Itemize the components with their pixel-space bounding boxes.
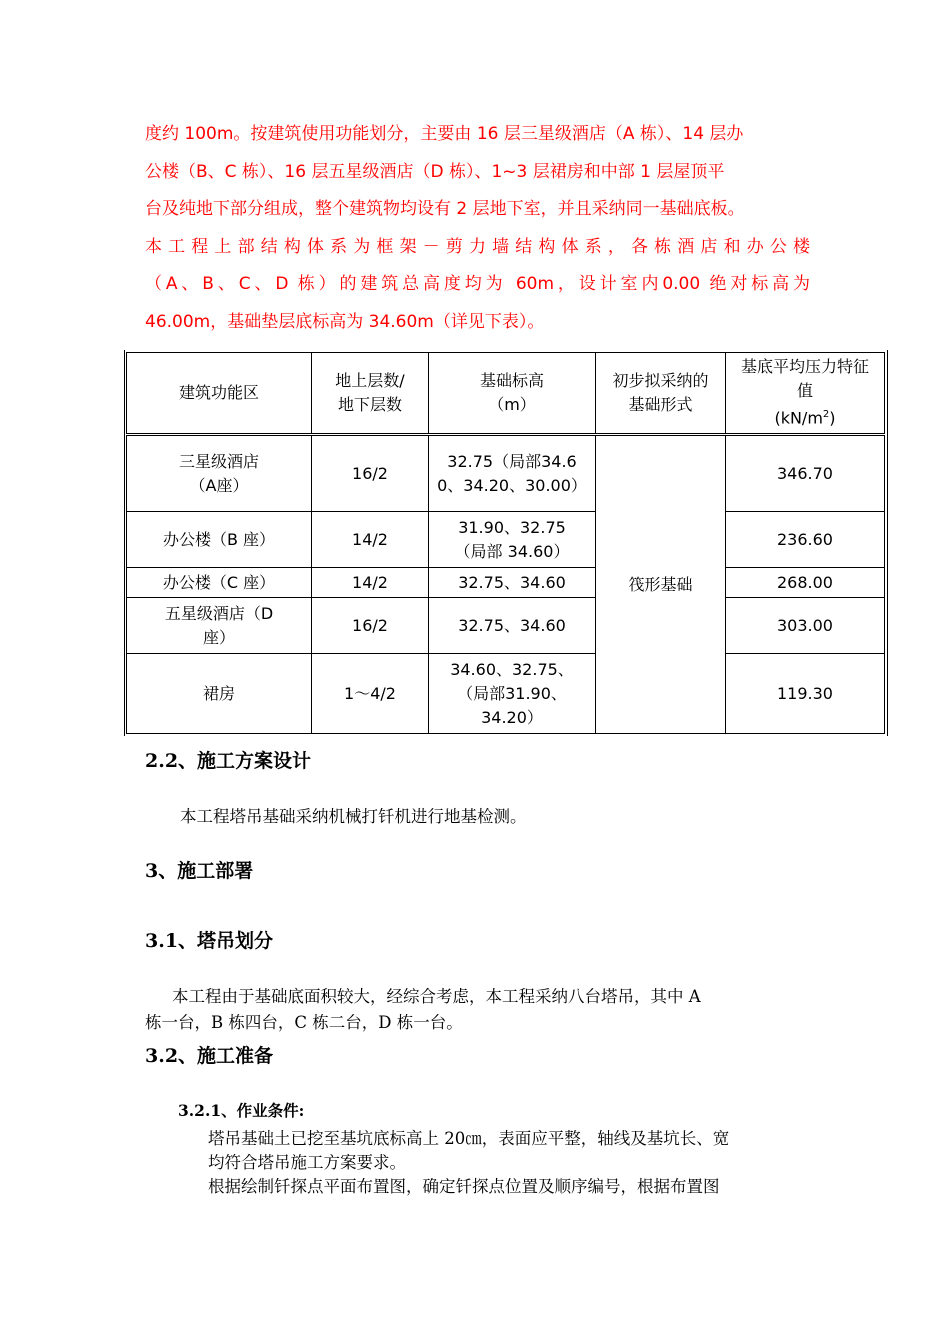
cell-elevation: 34.60、32.75、（局部31.90、34.20） xyxy=(429,654,596,734)
intro-line-1: 度约 100m。按建筑使用功能划分，主要由 16 层三星级酒店（A 栋）、14 层办 xyxy=(145,124,744,144)
cell-zone: 办公楼（B 座） xyxy=(127,512,312,568)
foundation-table xyxy=(126,352,885,734)
cell-floors: 1～4/2 xyxy=(312,654,429,734)
cell-floors: 16/2 xyxy=(312,598,429,654)
cell-elevation: 32.75、34.60 xyxy=(429,598,596,654)
intro-line-6: 46.00m，基础垫层底标高为 34.60m（详见下表）。 xyxy=(145,311,545,332)
cell-pressure: 346.70 xyxy=(726,435,885,512)
cell-elevation: 32.75、34.60 xyxy=(429,568,596,598)
header-floors: 地上层数/地下层数 xyxy=(312,353,429,435)
table-row xyxy=(127,435,885,512)
header-elevation: 基础标高（m） xyxy=(429,353,596,435)
intro-line-4: 本工程上部结构体系为框架－剪力墙结构体系，各栋酒店和办公楼 xyxy=(145,236,810,257)
section-3-2-1-line-1: 塔吊基础土已挖至基坑底标高上 20㎝，表面应平整，轴线及基坑长、宽 xyxy=(208,1129,730,1148)
intro-paragraph xyxy=(145,116,810,342)
section-3-title: 3、施工部署 xyxy=(145,860,254,882)
cell-zone: 五星级酒店（D座） xyxy=(127,598,312,654)
intro-line-2: 公楼（B、C 栋）、16 层五星级酒店（D 栋）、1~3 层裙房和中部 1 层屋顶平 xyxy=(145,161,725,182)
cell-pressure: 303.00 xyxy=(726,598,885,654)
section-3-2-title: 3.2、施工准备 xyxy=(145,1045,274,1067)
table-row xyxy=(127,654,885,734)
section-3-1-line-2: 栋一台，B 栋四台，C 栋二台，D 栋一台。 xyxy=(145,1013,463,1032)
section-2-2-title: 2.2、施工方案设计 xyxy=(145,750,312,772)
table-row xyxy=(127,568,885,598)
cell-zone: 三星级酒店（A座） xyxy=(127,435,312,512)
cell-floors: 14/2 xyxy=(312,512,429,568)
cell-pressure: 268.00 xyxy=(726,568,885,598)
cell-elevation: 32.75（局部34.60、34.20、30.00） xyxy=(429,435,596,512)
cell-pressure: 236.60 xyxy=(726,512,885,568)
section-3-2-1-line-3: 根据绘制钎探点平面布置图，确定钎探点位置及顺序编号，根据布置图 xyxy=(208,1177,720,1196)
header-zone: 建筑功能区 xyxy=(127,353,312,435)
section-3-1-title: 3.1、塔吊划分 xyxy=(145,930,274,952)
cell-floors: 16/2 xyxy=(312,435,429,512)
section-3-2-1-line-2: 均符合塔吊施工方案要求。 xyxy=(208,1153,406,1172)
intro-line-3: 台及纯地下部分组成，整个建筑物均设有 2 层地下室，并且采纳同一基础底板。 xyxy=(145,199,745,220)
section-2-2-text: 本工程塔吊基础采纳机械打钎机进行地基检测。 xyxy=(180,807,527,826)
table-row xyxy=(127,512,885,568)
cell-zone: 裙房 xyxy=(127,654,312,734)
section-3-2-1-title: 3.2.1、作业条件: xyxy=(178,1101,305,1120)
cell-elevation: 31.90、32.75（局部 34.60） xyxy=(429,512,596,568)
intro-line-5: （A、B、C、D 栋）的建筑总高度均为 60m，设计室内0.00 绝对标高为 xyxy=(145,274,810,295)
section-3-1-line-1: 本工程由于基础底面积较大，经综合考虑，本工程采纳八台塔吊，其中 A xyxy=(172,987,701,1006)
cell-foundation-type: 筏形基础 xyxy=(596,435,726,734)
table-row xyxy=(127,598,885,654)
table-header-row xyxy=(127,353,885,435)
cell-floors: 14/2 xyxy=(312,568,429,598)
header-foundation-type: 初步拟采纳的基础形式 xyxy=(596,353,726,435)
cell-pressure: 119.30 xyxy=(726,654,885,734)
cell-zone: 办公楼（C 座） xyxy=(127,568,312,598)
header-pressure: 基底平均压力特征值 $(kN/m^2)$ xyxy=(726,353,885,435)
